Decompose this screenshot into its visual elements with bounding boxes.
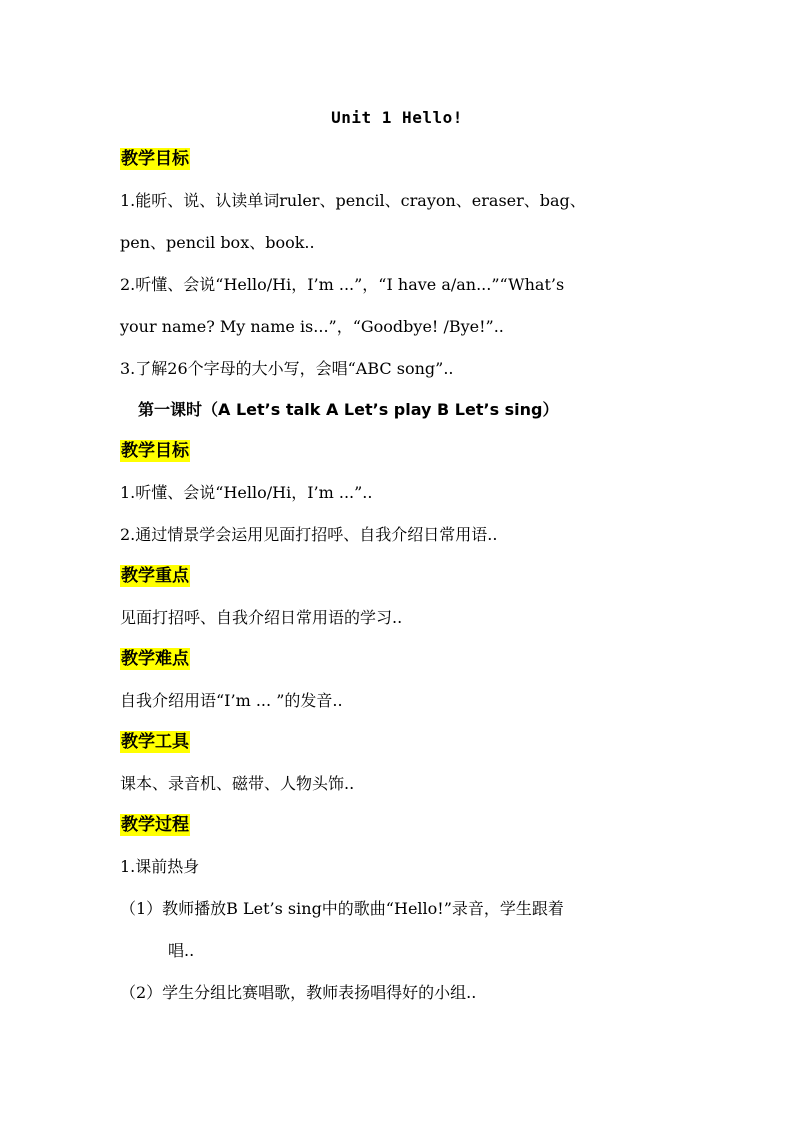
lesson-title: 第一课时（A Let’s talk A Let’s play B Let’s sing） [138, 400, 559, 419]
lesson-objective-line-1: 1.听懂、会说“Hello/Hi，I’m ...”.. [120, 483, 373, 502]
process-heading: 教学过程 [121, 815, 189, 835]
unit-objective-line-1: 1.能听、说、认读单词ruler、pencil、crayon、eraser、bag、 [120, 191, 586, 210]
unit-objectives-heading: 教学目标 [121, 149, 189, 169]
unit-objective-line-4: your name? My name is...”，“Goodbye! /Bye!”.. [120, 317, 504, 336]
unit-objective-line-2: pen、pencil box、book.. [120, 233, 315, 252]
process-step-1: 1.课前热身 [120, 857, 200, 876]
unit-title: Unit 1 Hello! [331, 108, 463, 127]
process-item-2: （2）学生分组比赛唱歌，教师表扬唱得好的小组.. [120, 983, 477, 1002]
tools-heading: 教学工具 [121, 732, 189, 752]
key-points-text: 见面打招呼、自我介绍日常用语的学习.. [120, 608, 403, 627]
difficulty-heading: 教学难点 [121, 649, 189, 669]
key-points-heading: 教学重点 [121, 566, 189, 586]
unit-objective-line-5: 3.了解26个字母的大小写，会唱“ABC song”.. [120, 359, 454, 378]
unit-objective-line-3: 2.听懂、会说“Hello/Hi，I’m ...”，“I have a/an...”“What’s [120, 275, 565, 294]
tools-text: 课本、录音机、磁带、人物头饰.. [120, 774, 355, 793]
lesson-objective-line-2: 2.通过情景学会运用见面打招呼、自我介绍日常用语.. [120, 525, 498, 544]
process-item-1-line-2: 唱.. [168, 941, 195, 960]
difficulty-text: 自我介绍用语“I’m ... ”的发音.. [120, 691, 343, 710]
lesson-objectives-heading: 教学目标 [121, 441, 189, 461]
process-item-1-line-1: （1）教师播放B Let’s sing中的歌曲“Hello!”录音，学生跟着 [120, 899, 564, 918]
